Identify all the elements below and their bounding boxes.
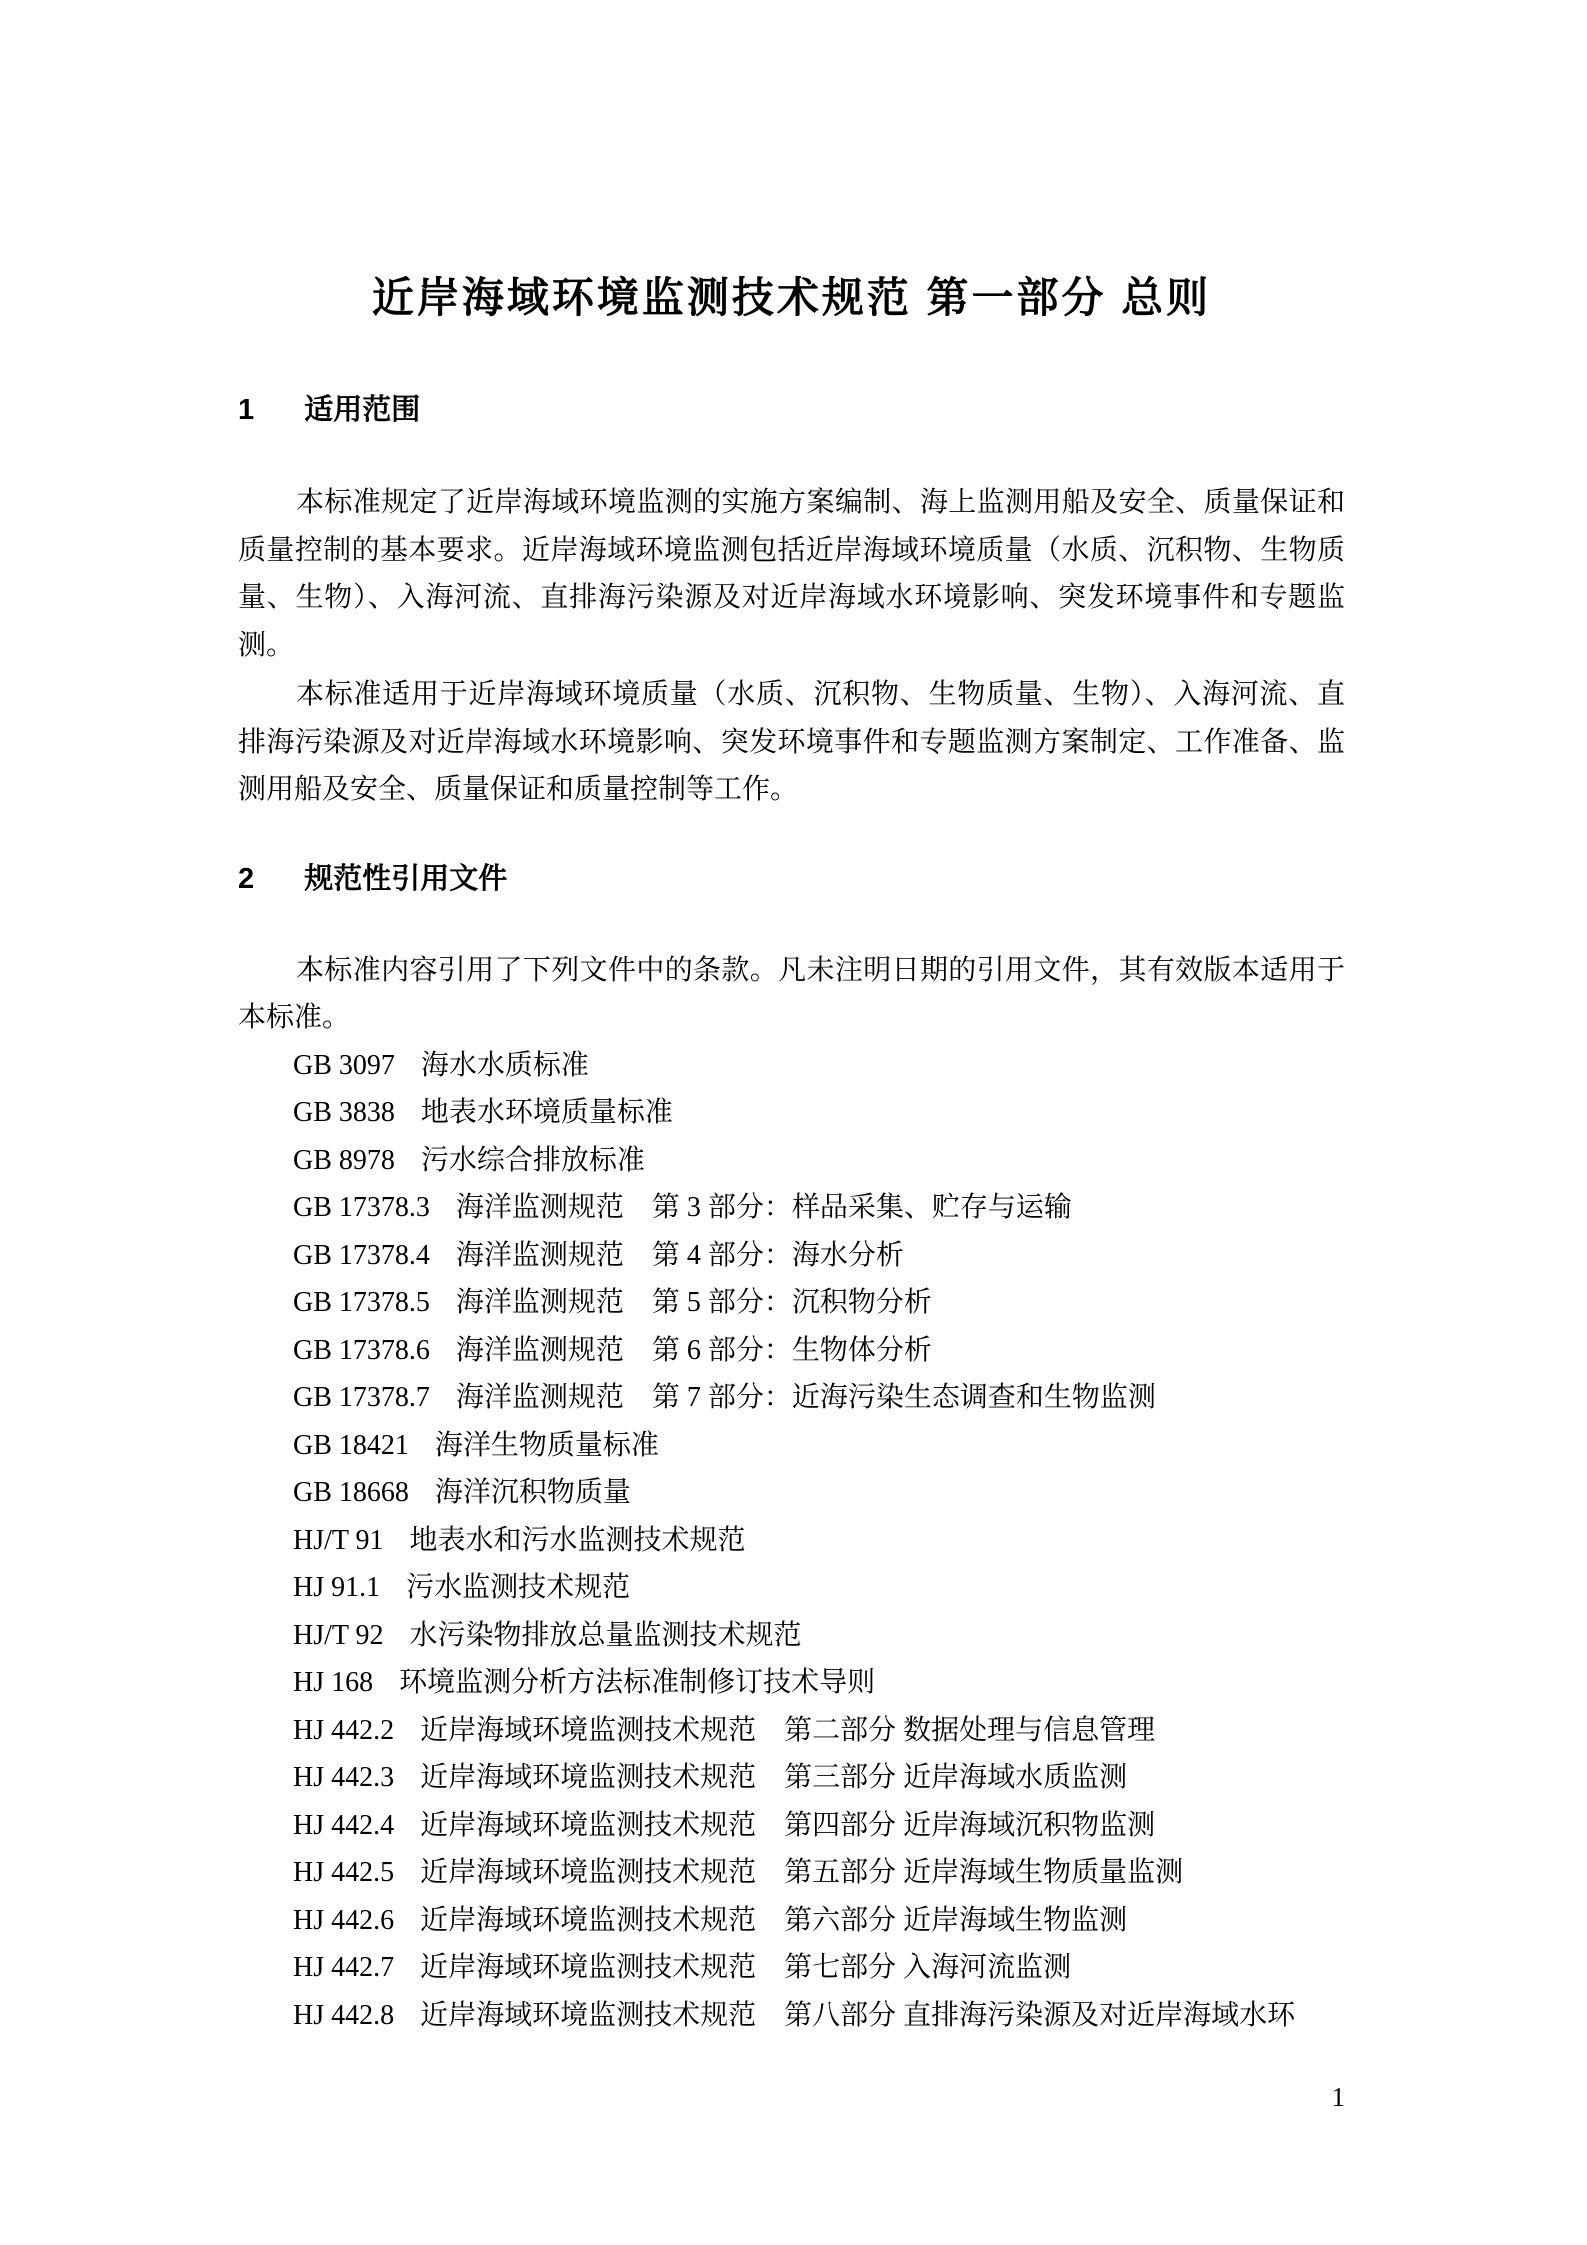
reference-item	[238, 1802, 1345, 1850]
reference-item	[238, 1232, 1345, 1280]
reference-item	[238, 1754, 1345, 1802]
reference-item	[238, 1469, 1345, 1517]
reference-item	[238, 1279, 1345, 1327]
section-heading-1	[238, 386, 1345, 434]
reference-code: HJ 442.5	[293, 1857, 395, 1888]
reference-title: 近岸海域环境监测技术规范 第五部分 近岸海域生物质量监测	[420, 1857, 1184, 1888]
reference-code: GB 17378.6	[293, 1334, 430, 1366]
reference-item	[238, 1612, 1345, 1660]
reference-code: GB 8978	[293, 1144, 395, 1176]
reference-code: GB 17378.5	[293, 1287, 430, 1318]
reference-title: 近岸海域环境监测技术规范 第二部分 数据处理与信息管理	[420, 1714, 1156, 1746]
reference-title: 海洋监测规范 第 5 部分：沉积物分析	[455, 1287, 932, 1318]
reference-item	[238, 1564, 1345, 1612]
reference-title: 环境监测分析方法标准制修订技术导则	[399, 1667, 876, 1698]
reference-title: 近岸海域环境监测技术规范 第八部分 直排海污染源及对近岸海域水环	[420, 1999, 1296, 2031]
reference-title: 近岸海域环境监测技术规范 第三部分 近岸海域水质监测	[420, 1762, 1128, 1793]
reference-title: 近岸海域环境监测技术规范 第七部分 入海河流监测	[420, 1952, 1072, 1983]
reference-item	[238, 1992, 1345, 2040]
reference-code: GB 3838	[293, 1097, 395, 1128]
reference-item	[238, 1517, 1345, 1565]
reference-code: GB 17378.4	[293, 1239, 430, 1271]
reference-title: 污水监测技术规范	[406, 1572, 631, 1603]
reference-title: 近岸海域环境监测技术规范 第四部分 近岸海域沉积物监测	[420, 1809, 1156, 1841]
reference-title: 地表水和污水监测技术规范	[409, 1524, 746, 1556]
reference-item	[238, 1659, 1345, 1707]
reference-code: HJ 168	[293, 1667, 374, 1698]
reference-code: HJ 442.8	[293, 1999, 395, 2031]
reference-item	[238, 1897, 1345, 1945]
reference-code: GB 18668	[293, 1477, 409, 1508]
paragraph-scope-1: 本标准规定了近岸海域环境监测的实施方案编制、海上监测用船及安全、质量保证和质量控制的基本要求。近岸海域环境监测包括近岸海域环境质量（水质、沉积物、生物质量、生物）、入海河流、直排海污染源及对近岸海域水环境影响、突发环境事件和专题监测。	[238, 487, 1345, 661]
section-title: 适用范围	[304, 394, 421, 426]
section-heading-2	[238, 855, 1345, 903]
reference-item	[238, 1089, 1345, 1137]
reference-item	[238, 1327, 1345, 1375]
reference-title: 海洋监测规范 第 6 部分：生物体分析	[455, 1334, 932, 1366]
reference-code: GB 17378.7	[293, 1382, 430, 1413]
reference-title: 海洋监测规范 第 3 部分：样品采集、贮存与运输	[455, 1192, 1072, 1223]
reference-title: 海洋沉积物质量	[434, 1477, 631, 1508]
paragraph-references-intro: 本标准内容引用了下列文件中的条款。凡未注明日期的引用文件，其有效版本适用于本标准。	[238, 954, 1345, 1033]
reference-code: HJ/T 91	[293, 1524, 384, 1556]
reference-code: HJ 442.4	[293, 1809, 395, 1841]
reference-item	[238, 1422, 1345, 1470]
reference-item	[238, 1042, 1345, 1090]
reference-item	[238, 1707, 1345, 1755]
reference-title: 海洋监测规范 第 7 部分：近海污染生态调查和生物监测	[455, 1382, 1156, 1413]
references-list	[238, 1042, 1345, 2040]
reference-item	[238, 1137, 1345, 1185]
reference-title: 海水水质标准	[420, 1049, 589, 1081]
reference-title: 地表水环境质量标准	[420, 1097, 673, 1128]
reference-title: 近岸海域环境监测技术规范 第六部分 近岸海域生物监测	[420, 1904, 1128, 1936]
reference-code: GB 3097	[293, 1049, 395, 1081]
reference-code: HJ 442.7	[293, 1952, 395, 1983]
reference-title: 海洋监测规范 第 4 部分：海水分析	[455, 1239, 904, 1271]
reference-title: 海洋生物质量标准	[434, 1429, 659, 1461]
page-number: 1	[1331, 2082, 1345, 2112]
reference-item	[238, 1944, 1345, 1992]
reference-item	[238, 1184, 1345, 1232]
paragraph-scope-2: 本标准适用于近岸海域环境质量（水质、沉积物、生物质量、生物）、入海河流、直排海污染源及对近岸海域水环境影响、突发环境事件和专题监测方案制定、工作准备、监测用船及安全、质量保证和质量控制等工作。	[238, 679, 1345, 805]
reference-code: GB 17378.3	[293, 1192, 430, 1223]
reference-item	[238, 1374, 1345, 1422]
section-number: 1	[238, 394, 255, 426]
document-content	[0, 270, 1587, 2039]
reference-item	[238, 1849, 1345, 1897]
section-title: 规范性引用文件	[304, 862, 508, 895]
reference-code: HJ 442.2	[293, 1714, 395, 1746]
document-title: 近岸海域环境监测技术规范 第一部分 总则	[371, 274, 1212, 321]
reference-code: GB 18421	[293, 1429, 409, 1461]
reference-title: 水污染物排放总量监测技术规范	[409, 1619, 802, 1651]
reference-title: 污水综合排放标准	[420, 1144, 645, 1176]
reference-code: HJ 91.1	[293, 1572, 381, 1603]
section-number: 2	[238, 862, 255, 895]
reference-code: HJ 442.3	[293, 1762, 395, 1793]
reference-code: HJ 442.6	[293, 1904, 395, 1936]
reference-code: HJ/T 92	[293, 1619, 384, 1651]
